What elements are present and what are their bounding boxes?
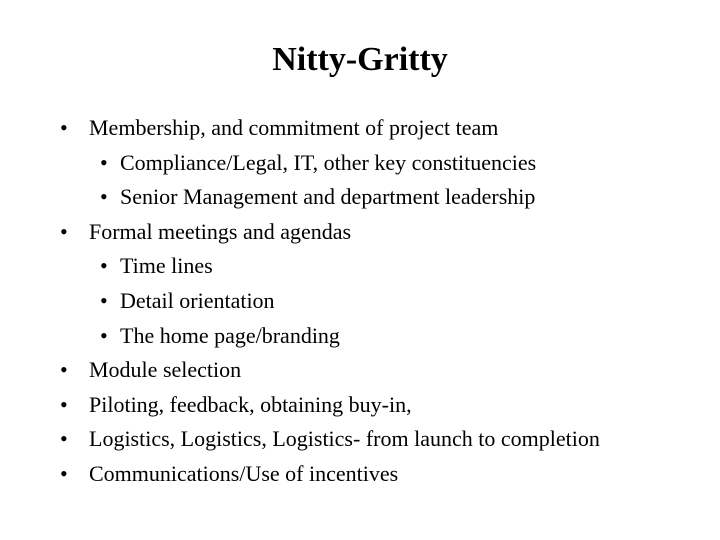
bullet-text: Module selection bbox=[89, 357, 242, 383]
bullet-icon: • bbox=[100, 322, 108, 348]
sub-bullet-text: Senior Management and department leadership bbox=[120, 184, 536, 210]
sub-bullet-item bbox=[0, 319, 720, 354]
bullet-item bbox=[0, 388, 720, 423]
sub-bullet-text: Detail orientation bbox=[120, 287, 275, 313]
bullet-icon: • bbox=[60, 426, 68, 452]
bullet-icon: • bbox=[100, 184, 108, 210]
bullet-icon: • bbox=[100, 149, 108, 175]
bullet-icon: • bbox=[60, 218, 68, 244]
sub-bullet-item bbox=[0, 146, 720, 181]
bullet-item bbox=[0, 111, 720, 146]
bullet-icon: • bbox=[60, 460, 68, 486]
bullet-text: Logistics, Logistics, Logistics- from launch to completion bbox=[89, 426, 600, 452]
bullet-text: Formal meetings and agendas bbox=[89, 218, 352, 244]
sub-bullet-item bbox=[0, 180, 720, 215]
bullet-text: Piloting, feedback, obtaining buy-in, bbox=[89, 391, 412, 417]
slide-title: Nitty-Gritty bbox=[272, 41, 448, 78]
sub-bullet-text: Compliance/Legal, IT, other key constituencies bbox=[120, 149, 537, 175]
bullet-icon: • bbox=[100, 287, 108, 313]
bullet-icon: • bbox=[60, 391, 68, 417]
sub-bullet-text: The home page/branding bbox=[120, 322, 340, 348]
bullet-icon: • bbox=[60, 357, 68, 383]
bullet-icon: • bbox=[100, 253, 108, 279]
bullet-icon: • bbox=[60, 115, 68, 140]
bullet-text: Membership, and commitment of project team bbox=[89, 115, 499, 140]
bullet-list bbox=[0, 111, 720, 492]
sub-bullet-item bbox=[0, 284, 720, 319]
bullet-item bbox=[0, 215, 720, 250]
sub-bullet-item bbox=[0, 249, 720, 284]
bullet-item bbox=[0, 422, 720, 457]
bullet-item bbox=[0, 457, 720, 492]
bullet-item bbox=[0, 353, 720, 388]
bullet-text: Communications/Use of incentives bbox=[89, 460, 399, 486]
sub-bullet-text: Time lines bbox=[120, 253, 213, 279]
